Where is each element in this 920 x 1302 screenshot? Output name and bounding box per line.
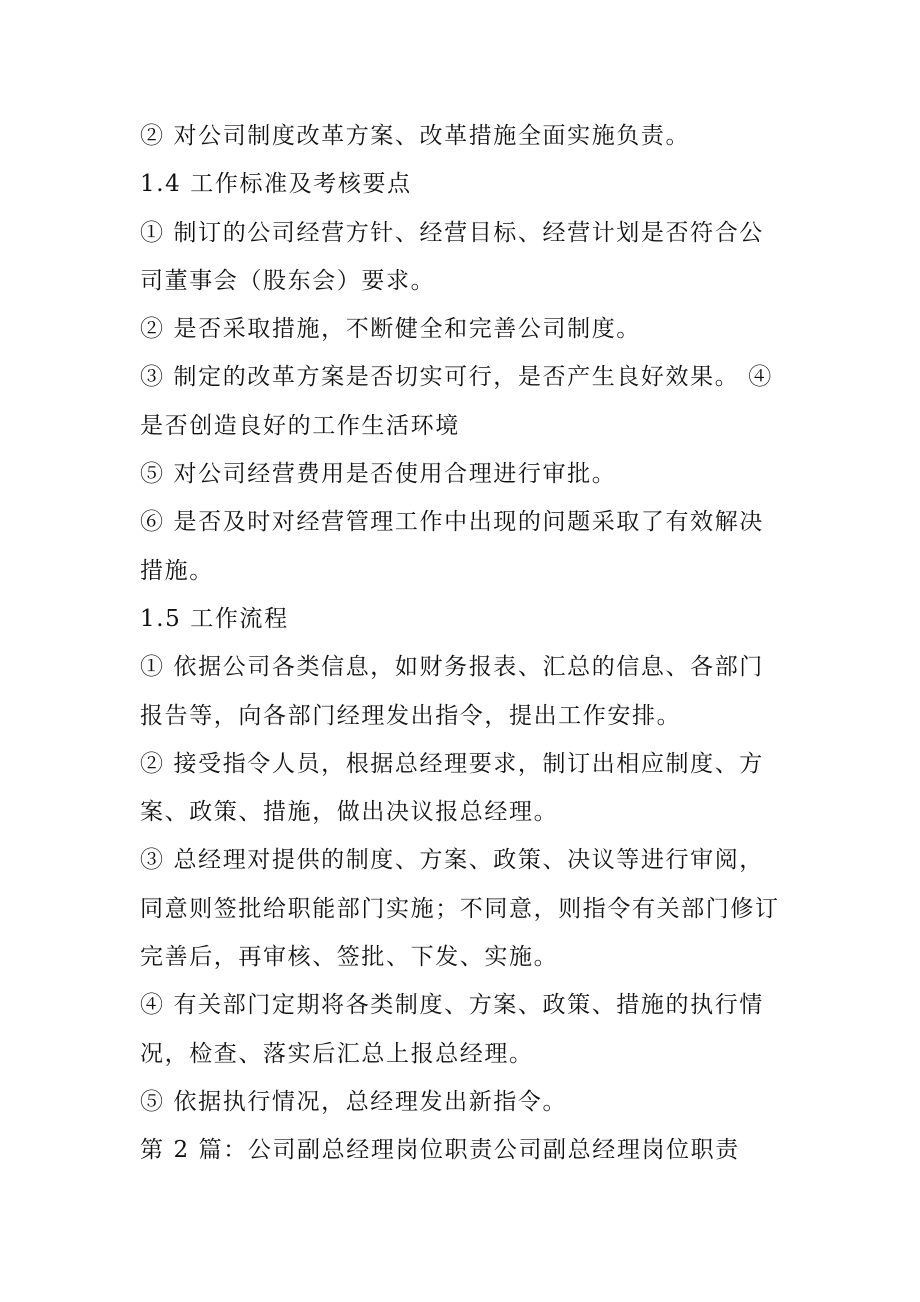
text-line: 况，检查、落实后汇总上报总经理。 [140,1040,534,1067]
text-line: ③ 制定的改革方案是否切实可行，是否产生良好效果。 ④ [140,364,773,391]
text-line: ⑤ 依据执行情况，总经理发出新指令。 [140,1088,568,1115]
document-body [140,112,790,1175]
text-line: ② 是否采取措施，不断健全和完善公司制度。 [140,316,641,343]
text-line: 同意则签批给职能部门实施；不同意，则指令有关部门修订 [140,895,780,922]
chapter-title: 第 2 篇：公司副总经理岗位职责公司副总经理岗位职责 [140,1137,740,1164]
section-heading: 1.5 工作流程 [140,605,289,632]
text-line: ① 依据公司各类信息，如财务报表、汇总的信息、各部门 [140,654,764,681]
text-line: 措施。 [140,557,214,584]
text-line: ① 制订的公司经营方针、经营目标、经营计划是否符合公 [140,219,764,246]
text-line: 司董事会（股东会）要求。 [140,267,436,294]
text-line: ⑤ 对公司经营费用是否使用合理进行审批。 [140,461,617,488]
section-heading: 1.4 工作标准及考核要点 [140,171,412,198]
text-line: 是否创造良好的工作生活环境 [140,412,460,439]
text-line: 报告等，向各部门经理发出指令，提出工作安排。 [140,702,682,729]
text-line: ② 对公司制度改革方案、改革措施全面实施负责。 [140,123,691,149]
text-line: 完善后，再审核、签批、下发、实施。 [140,944,559,971]
text-line: ② 接受指令人员，根据总经理要求，制订出相应制度、方 [140,750,764,777]
text-line: ⑥ 是否及时对经营管理工作中出现的问题采取了有效解决 [140,509,764,536]
text-line: ③ 总经理对提供的制度、方案、政策、决议等进行审阅， [140,847,764,874]
text-line: ④ 有关部门定期将各类制度、方案、政策、措施的执行情 [140,992,764,1019]
text-line: 案、政策、措施，做出决议报总经理。 [140,799,559,826]
